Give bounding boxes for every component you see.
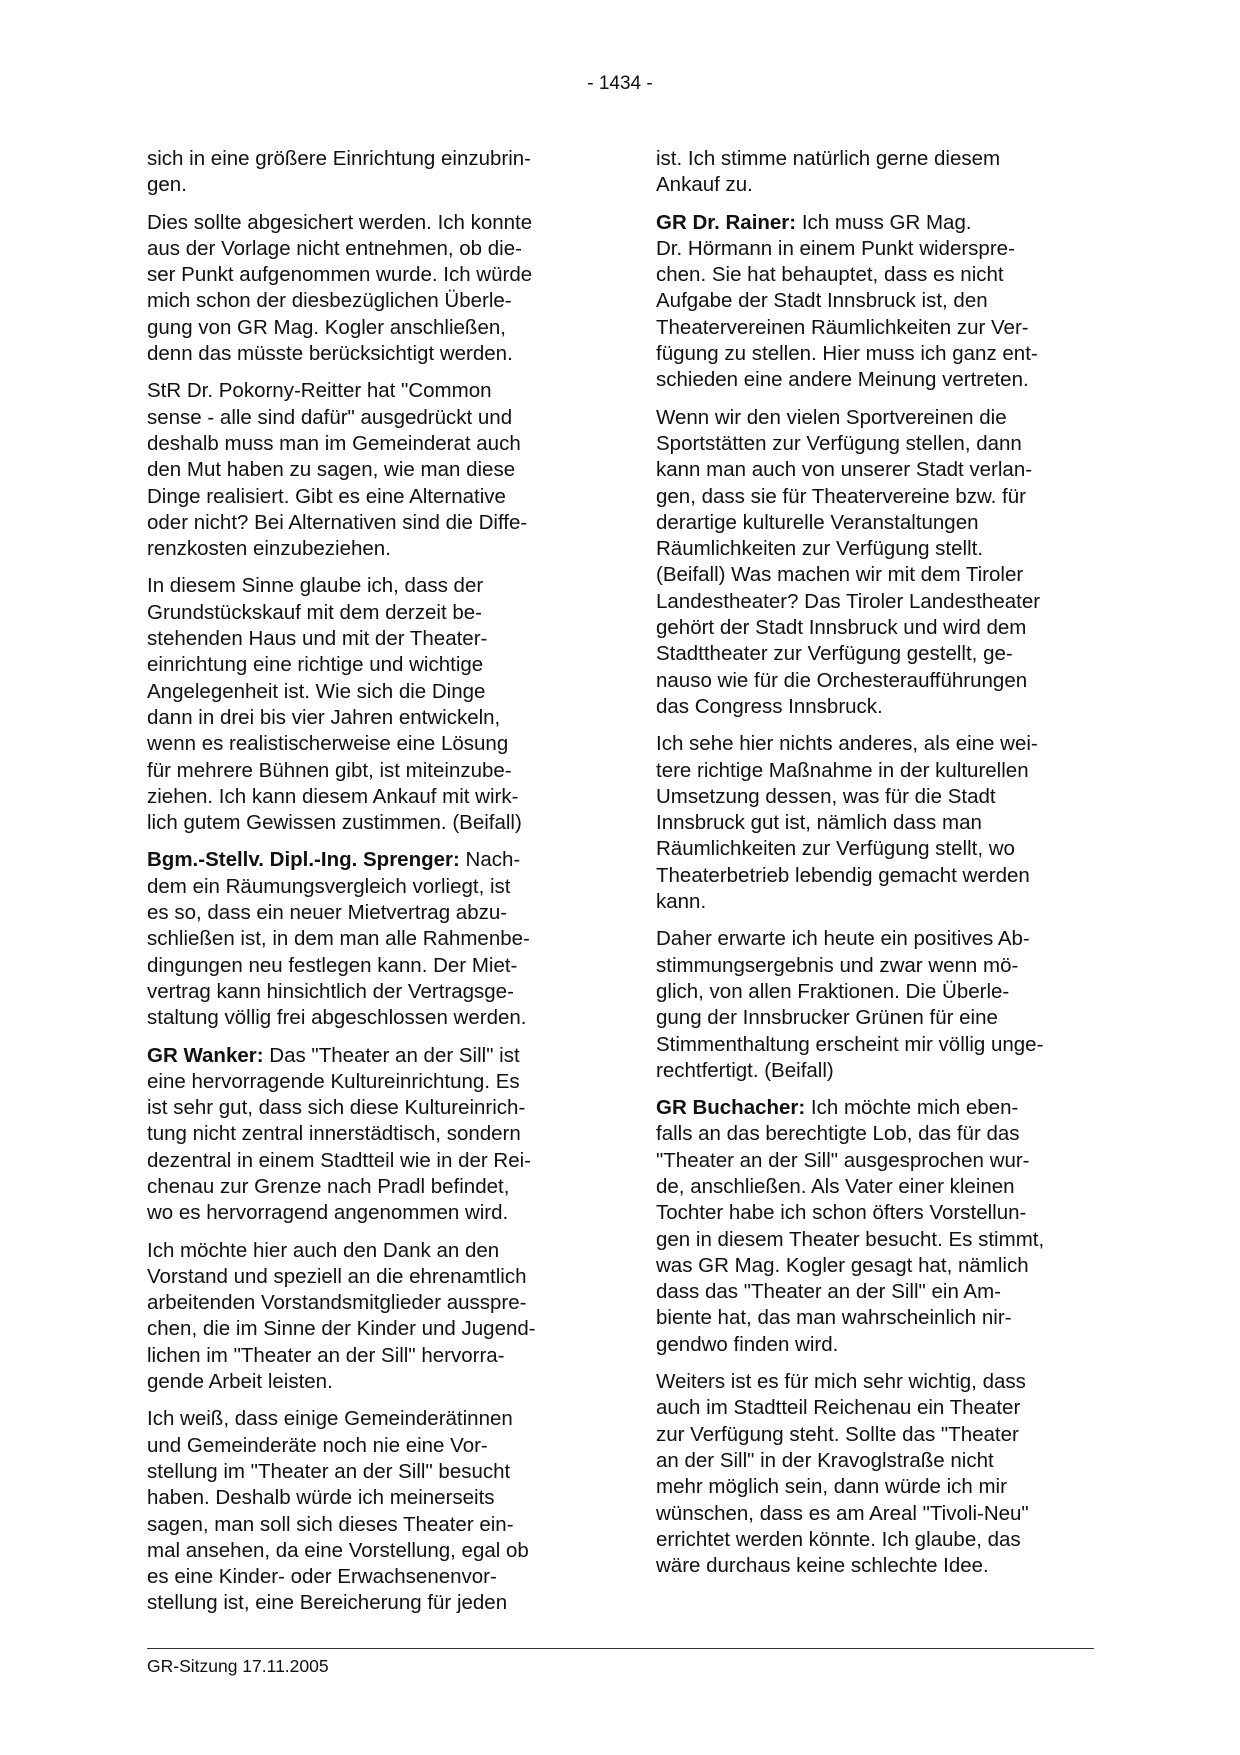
text-line <box>147 1174 587 1200</box>
text-line <box>147 1590 587 1616</box>
text-line <box>656 1474 1096 1500</box>
text-line <box>656 641 1096 667</box>
text-line <box>656 405 1096 431</box>
text-line <box>656 484 1096 510</box>
line-text: biente hat, das man wahrscheinlich nir- <box>656 1306 1012 1330</box>
line-text: chenau zur Grenze nach Pradl befindet, <box>147 1174 510 1198</box>
text-line <box>147 1343 587 1369</box>
line-text: gung der Innsbrucker Grünen für eine <box>656 1006 998 1030</box>
paragraph <box>147 146 587 199</box>
text-line <box>656 315 1096 341</box>
speaker-name: GR Dr. Rainer: <box>656 210 797 234</box>
paragraph <box>147 210 587 368</box>
line-text: renzkosten einzubeziehen. <box>147 537 391 561</box>
text-line <box>656 1369 1096 1395</box>
line-text: chen, die im Sinne der Kinder und Jugend- <box>147 1317 536 1341</box>
text-line <box>147 341 587 367</box>
line-text: Dr. Hörmann in einem Punkt widerspre- <box>656 236 1015 260</box>
line-text: wo es hervorragend angenommen wird. <box>147 1201 509 1225</box>
text-line <box>147 510 587 536</box>
text-line <box>656 1253 1096 1279</box>
text-line <box>147 315 587 341</box>
text-line <box>656 1501 1096 1527</box>
line-text: gung von GR Mag. Kogler anschließen, <box>147 315 506 339</box>
line-text: Tochter habe ich schon öfters Vorstellun- <box>656 1201 1027 1225</box>
line-text: an der Sill" in der Kravoglstraße nicht <box>656 1448 994 1472</box>
text-line <box>656 1279 1096 1305</box>
line-text: wäre durchaus keine schlechte Idee. <box>656 1554 989 1578</box>
line-text: es so, dass ein neuer Mietvertrag abzu- <box>147 901 508 925</box>
text-line <box>147 1538 587 1564</box>
paragraph <box>656 1095 1096 1358</box>
paragraph <box>656 146 1096 199</box>
line-text: nauso wie für die Orchesteraufführungen <box>656 668 1028 692</box>
text-line <box>147 484 587 510</box>
text-line <box>656 1448 1096 1474</box>
line-text: "Theater an der Sill" ausgesprochen wur- <box>656 1148 1030 1172</box>
text-line <box>147 1316 587 1342</box>
paragraph <box>147 573 587 836</box>
line-text: für mehrere Bühnen gibt, ist miteinzube- <box>147 758 512 782</box>
right-text-column <box>656 146 1096 1590</box>
text-line <box>147 1095 587 1121</box>
text-line <box>147 953 587 979</box>
text-line <box>656 536 1096 562</box>
line-text: rechtfertigt. (Beifall) <box>656 1058 834 1082</box>
speaker-name: Bgm.-Stellv. Dipl.-Ing. Sprenger: <box>147 848 460 872</box>
line-text: sense - alle sind dafür" ausgedrückt und <box>147 405 513 429</box>
line-text: schieden eine andere Meinung vertreten. <box>656 368 1029 392</box>
line-text: Ich weiß, dass einige Gemeinderätinnen <box>147 1407 513 1431</box>
paragraph <box>147 378 587 562</box>
line-text: gen. <box>147 173 187 197</box>
line-text: StR Dr. Pokorny-Reitter hat "Common <box>147 379 492 403</box>
line-text: Theatervereinen Räumlichkeiten zur Ver- <box>656 315 1029 339</box>
line-text: Dinge realisiert. Gibt es eine Alternative <box>147 484 506 508</box>
text-line <box>147 1069 587 1095</box>
line-text: mich schon der diesbezüglichen Überle- <box>147 289 512 313</box>
text-line <box>656 1305 1096 1331</box>
text-line <box>656 953 1096 979</box>
text-line <box>147 810 587 836</box>
text-line <box>656 784 1096 810</box>
text-line <box>656 1148 1096 1174</box>
text-line <box>147 626 587 652</box>
speaker-name: GR Wanker: <box>147 1043 264 1067</box>
text-line <box>656 668 1096 694</box>
line-text: dann in drei bis vier Jahren entwickeln, <box>147 705 501 729</box>
text-line <box>656 288 1096 314</box>
text-line <box>656 810 1096 836</box>
text-line <box>147 784 587 810</box>
text-line <box>147 874 587 900</box>
line-text: chen. Sie hat behauptet, dass es nicht <box>656 263 1004 287</box>
text-line <box>147 146 587 172</box>
line-text: ist sehr gut, dass sich diese Kultureinrich- <box>147 1096 526 1120</box>
line-text: (Beifall) Was machen wir mit dem Tiroler <box>656 563 1024 587</box>
line-text: de, anschließen. Als Vater einer kleinen <box>656 1174 1015 1198</box>
line-text: dass das "Theater an der Sill" ein Am- <box>656 1280 1001 1304</box>
text-line <box>147 926 587 952</box>
line-text: Landestheater? Das Tiroler Landestheater <box>656 589 1041 613</box>
text-line <box>656 615 1096 641</box>
line-text: Ankauf zu. <box>656 173 753 197</box>
line-text: kann man auch von unserer Stadt verlan- <box>656 458 1033 482</box>
footer-session-date: GR-Sitzung 17.11.2005 <box>147 1656 329 1676</box>
line-text: Das "Theater an der Sill" ist <box>263 1043 520 1067</box>
text-line <box>656 1121 1096 1147</box>
line-text: Stimmenthaltung erscheint mir völlig unge- <box>656 1032 1044 1056</box>
line-text: Ich muss GR Mag. <box>796 210 972 234</box>
line-text: Ich möchte hier auch den Dank an den <box>147 1238 500 1262</box>
text-line <box>656 1527 1096 1553</box>
line-text: ser Punkt aufgenommen wurde. Ich würde <box>147 263 533 287</box>
line-text: staltung völlig frei abgeschlossen werden. <box>147 1006 527 1030</box>
text-line <box>147 1406 587 1432</box>
text-line <box>147 1369 587 1395</box>
text-line <box>656 1174 1096 1200</box>
text-line <box>147 573 587 599</box>
line-text: Grundstückskauf mit dem derzeit be- <box>147 600 482 624</box>
text-line <box>656 863 1096 889</box>
paragraph <box>656 1369 1096 1579</box>
line-text: sich in eine größere Einrichtung einzubrin- <box>147 147 532 170</box>
line-text: dingungen neu festlegen kann. Der Miet- <box>147 953 518 977</box>
line-text: stimmungsergebnis und zwar wenn mö- <box>656 953 1019 977</box>
text-line <box>147 1433 587 1459</box>
paragraph <box>656 926 1096 1084</box>
text-line <box>147 1564 587 1590</box>
text-line <box>147 979 587 1005</box>
text-line <box>656 694 1096 720</box>
text-line <box>147 679 587 705</box>
line-text: Ich sehe hier nichts anderes, als eine wei- <box>656 732 1038 756</box>
text-line <box>656 210 1096 236</box>
line-text: lich gutem Gewissen zustimmen. (Beifall) <box>147 811 522 835</box>
line-text: dem ein Räumungsvergleich vorliegt, ist <box>147 874 511 898</box>
text-line <box>147 536 587 562</box>
text-line <box>147 705 587 731</box>
line-text: deshalb muss man im Gemeinderat auch <box>147 431 521 455</box>
text-line <box>147 1200 587 1226</box>
text-line <box>147 457 587 483</box>
text-line <box>147 262 587 288</box>
text-line <box>656 510 1096 536</box>
text-line <box>147 1121 587 1147</box>
line-text: schließen ist, in dem man alle Rahmenbe- <box>147 927 530 951</box>
line-text: was GR Mag. Kogler gesagt hat, nämlich <box>656 1253 1029 1277</box>
line-text: wenn es realistischerweise eine Lösung <box>147 732 509 756</box>
line-text: gende Arbeit leisten. <box>147 1370 333 1394</box>
paragraph <box>147 1406 587 1616</box>
line-text: Vorstand und speziell an die ehrenamtlich <box>147 1264 527 1288</box>
text-line <box>656 1395 1096 1421</box>
text-line <box>656 1200 1096 1226</box>
text-line <box>147 847 587 873</box>
line-text: mal ansehen, da eine Vorstellung, egal ob <box>147 1538 529 1562</box>
line-text: Daher erwarte ich heute ein positives Ab- <box>656 927 1030 951</box>
line-text: Nach- <box>459 848 521 872</box>
line-text: tere richtige Maßnahme in der kulturellen <box>656 758 1029 782</box>
paragraph <box>147 1043 587 1227</box>
line-text: gen, dass sie für Theatervereine bzw. für <box>656 484 1026 508</box>
text-line <box>147 288 587 314</box>
line-text: Sportstätten zur Verfügung stellen, dann <box>656 431 1022 455</box>
text-line <box>656 236 1096 262</box>
text-line <box>656 1332 1096 1358</box>
text-line <box>656 341 1096 367</box>
text-line <box>147 600 587 626</box>
text-line <box>147 1512 587 1538</box>
text-line <box>656 431 1096 457</box>
line-text: Umsetzung dessen, was für die Stadt <box>656 784 996 808</box>
line-text: Räumlichkeiten zur Verfügung stellt. <box>656 537 984 561</box>
text-line <box>147 1485 587 1511</box>
text-line <box>147 431 587 457</box>
text-line <box>656 758 1096 784</box>
paragraph <box>147 1238 587 1396</box>
paragraph <box>656 210 1096 394</box>
text-line <box>147 172 587 198</box>
line-text: wünschen, dass es am Areal "Tivoli-Neu" <box>656 1501 1029 1525</box>
line-text: stehenden Haus und mit der Theater- <box>147 627 488 651</box>
line-text: denn das müsste berücksichtigt werden. <box>147 342 513 366</box>
line-text: falls an das berechtigte Lob, das für das <box>656 1122 1020 1146</box>
line-text: Räumlichkeiten zur Verfügung stellt, wo <box>656 837 1015 861</box>
text-line <box>147 1290 587 1316</box>
text-line <box>656 1095 1096 1121</box>
line-text: Ich möchte mich eben- <box>805 1096 1019 1120</box>
line-text: einrichtung eine richtige und wichtige <box>147 653 484 677</box>
line-text: errichtet werden könnte. Ich glaube, das <box>656 1527 1021 1551</box>
text-line <box>656 1005 1096 1031</box>
text-line <box>147 405 587 431</box>
line-text: In diesem Sinne glaube ich, dass der <box>147 574 484 598</box>
line-text: mehr möglich sein, dann würde ich mir <box>656 1475 1007 1499</box>
line-text: Theaterbetrieb lebendig gemacht werden <box>656 863 1030 887</box>
left-text-column <box>147 146 587 1628</box>
text-line <box>656 926 1096 952</box>
line-text: und Gemeinderäte noch nie eine Vor- <box>147 1433 488 1457</box>
line-text: den Mut haben zu sagen, wie man diese <box>147 458 516 482</box>
line-text: ist. Ich stimme natürlich gerne diesem <box>656 147 1001 170</box>
line-text: Aufgabe der Stadt Innsbruck ist, den <box>656 289 988 313</box>
page-number: - 1434 - <box>587 73 653 94</box>
line-text: dezentral in einem Stadtteil wie in der Rei- <box>147 1148 531 1172</box>
line-text: eine hervorragende Kultureinrichtung. Es <box>147 1069 520 1093</box>
text-line <box>656 457 1096 483</box>
line-text: stellung ist, eine Bereicherung für jeden <box>147 1591 508 1615</box>
text-line <box>656 367 1096 393</box>
line-text: oder nicht? Bei Alternativen sind die Diffe- <box>147 510 528 534</box>
text-line <box>656 836 1096 862</box>
text-line <box>656 146 1096 172</box>
line-text: gendwo finden wird. <box>656 1332 839 1356</box>
text-line <box>147 900 587 926</box>
line-text: haben. Deshalb würde ich meinerseits <box>147 1486 495 1510</box>
text-line <box>147 210 587 236</box>
line-text: ziehen. Ich kann diesem Ankauf mit wirk- <box>147 784 519 808</box>
text-line <box>656 562 1096 588</box>
text-line <box>656 172 1096 198</box>
text-line <box>147 758 587 784</box>
line-text: Stadttheater zur Verfügung gestellt, ge- <box>656 642 1013 666</box>
text-line <box>147 1148 587 1174</box>
text-line <box>656 731 1096 757</box>
line-text: aus der Vorlage nicht entnehmen, ob die- <box>147 236 522 260</box>
line-text: lichen im "Theater an der Sill" hervorra- <box>147 1343 505 1367</box>
speaker-name: GR Buchacher: <box>656 1096 806 1120</box>
text-line <box>656 1553 1096 1579</box>
line-text: sagen, man soll sich dieses Theater ein- <box>147 1512 514 1536</box>
line-text: zur Verfügung steht. Sollte das "Theater <box>656 1422 1019 1446</box>
text-line <box>656 979 1096 1005</box>
text-line <box>147 731 587 757</box>
text-line <box>656 889 1096 915</box>
paragraph <box>656 731 1096 915</box>
text-line <box>656 1422 1096 1448</box>
text-line <box>656 262 1096 288</box>
line-text: Weiters ist es für mich sehr wichtig, dass <box>656 1370 1026 1394</box>
line-text: gehört der Stadt Innsbruck und wird dem <box>656 616 1027 640</box>
line-text: das Congress Innsbruck. <box>656 694 883 718</box>
text-line <box>147 236 587 262</box>
text-line <box>656 589 1096 615</box>
paragraph <box>147 847 587 1031</box>
line-text: Dies sollte abgesichert werden. Ich konnte <box>147 210 533 234</box>
line-text: fügung zu stellen. Hier muss ich ganz ent- <box>656 342 1038 366</box>
text-line <box>147 1238 587 1264</box>
footer-divider <box>147 1648 1094 1649</box>
line-text: Angelegenheit ist. Wie sich die Dinge <box>147 679 486 703</box>
line-text: derartige kulturelle Veranstaltungen <box>656 510 979 534</box>
text-line <box>147 378 587 404</box>
text-line <box>656 1058 1096 1084</box>
paragraph <box>656 405 1096 721</box>
line-text: vertrag kann hinsichtlich der Vertragsge- <box>147 979 514 1003</box>
line-text: Wenn wir den vielen Sportvereinen die <box>656 405 1007 429</box>
line-text: es eine Kinder- oder Erwachsenenvor- <box>147 1565 497 1589</box>
line-text: Innsbruck gut ist, nämlich dass man <box>656 811 982 835</box>
text-line <box>147 1005 587 1031</box>
text-line <box>656 1032 1096 1058</box>
text-line <box>656 1227 1096 1253</box>
text-line <box>147 1264 587 1290</box>
line-text: arbeitenden Vorstandsmitglieder ausspre- <box>147 1291 527 1315</box>
text-line <box>147 1043 587 1069</box>
line-text: stellung im "Theater an der Sill" besucht <box>147 1459 511 1483</box>
text-line <box>147 1459 587 1485</box>
text-line <box>147 652 587 678</box>
line-text: gen in diesem Theater besucht. Es stimmt, <box>656 1227 1045 1251</box>
line-text: kann. <box>656 890 707 914</box>
line-text: tung nicht zentral innerstädtisch, sondern <box>147 1122 521 1146</box>
line-text: glich, von allen Fraktionen. Die Überle- <box>656 979 1010 1003</box>
line-text: auch im Stadtteil Reichenau ein Theater <box>656 1396 1021 1420</box>
